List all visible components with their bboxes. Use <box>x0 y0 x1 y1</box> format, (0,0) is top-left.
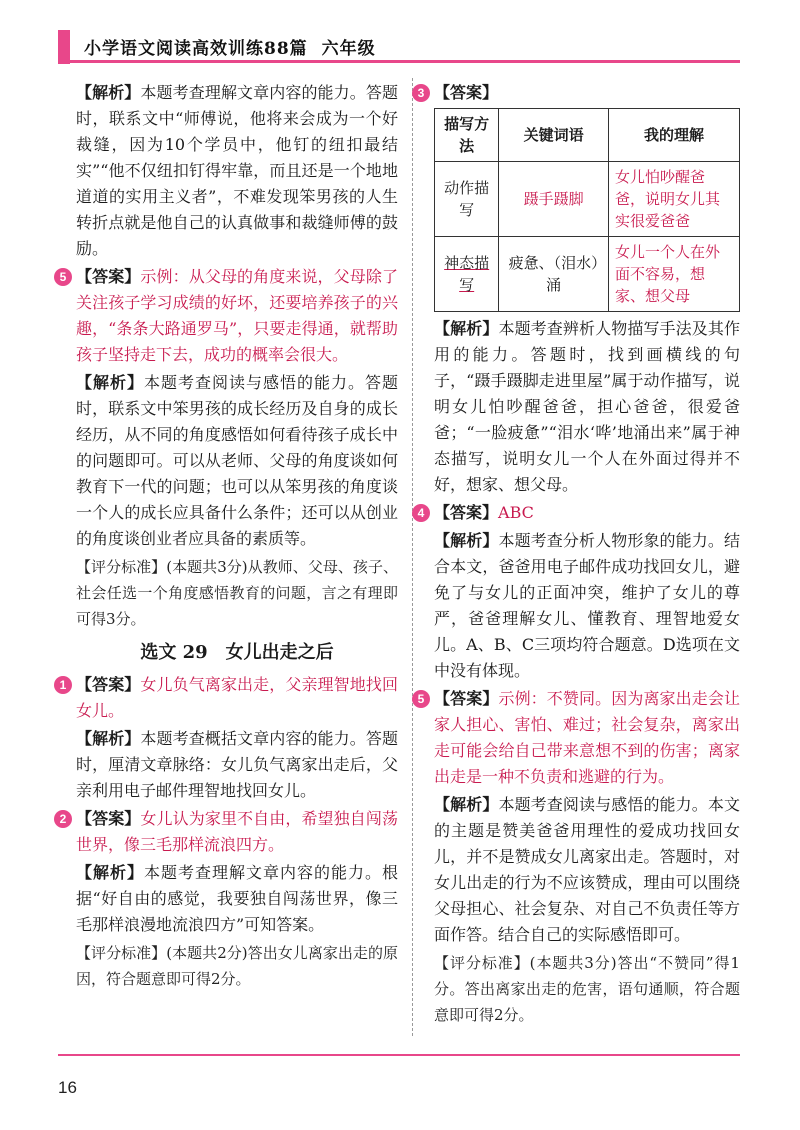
question-number-badge: 5 <box>412 690 430 708</box>
analysis-tag: 【解析】 <box>434 319 499 338</box>
header-rule <box>58 60 740 63</box>
book-title: 小学语文阅读高效训练88篇 <box>84 39 308 59</box>
analysis-tag: 【解析】 <box>76 863 144 882</box>
analysis-text: 本题考查分析人物形象的能力。结合本文，爸爸用电子邮件成功找回女儿，避免了与女儿的正面冲突，维护了女儿的尊严，爸爸理解女儿、懂教育、理智地爱女儿。A、B、C三项均符合题意。D选项在文中没有体现。 <box>434 531 740 680</box>
header-color-block <box>58 30 70 64</box>
header-title <box>84 34 376 59</box>
table-row <box>435 162 740 237</box>
answer-text: 示例：不赞同。因为离家出走会让家人担心、害怕、难过；社会复杂，离家出走可能会给自己带来意想不到的伤害；离家出走是一种不负责和逃避的行为。 <box>434 689 740 786</box>
analysis-tag: 【解析】 <box>434 531 499 550</box>
left-column <box>59 80 398 994</box>
question-number-badge: 1 <box>54 676 72 694</box>
s29-question-3-block <box>417 80 740 498</box>
answer-tag: 【答案】 <box>434 503 499 522</box>
column-divider <box>412 78 413 1036</box>
answer-text: 示例：从父母的角度来说，父母除了关注孩子学习成绩的好坏，还要培养孩子的兴趣，“条条大路通罗马”，只要走得通，就帮助孩子坚持走下去，成功的概率会很大。 <box>76 267 398 364</box>
answer-text: 女儿负气离家出走，父亲理智地找回女儿。 <box>76 675 398 720</box>
table-row <box>435 237 740 312</box>
answer-text: 女儿认为家里不自由，希望独自闯荡世界，像三毛那样流浪四方。 <box>76 809 398 854</box>
table-header-row <box>435 109 740 162</box>
question-5-block <box>59 264 398 632</box>
question-number-badge: 5 <box>54 268 72 286</box>
criteria-text: (本题共3分)答出“不赞同”得1分。答出离家出走的危害，语句通顺，符合题意即可得2分。 <box>434 954 740 1024</box>
table-cell: 女儿一个人在外面不容易，想家、想父母 <box>609 237 740 312</box>
question-number-badge: 4 <box>412 504 430 522</box>
criteria-tag: 【评分标准】 <box>76 558 167 576</box>
section-title: 选文 29 女儿出走之后 <box>140 642 334 663</box>
question-number-badge: 2 <box>54 810 72 828</box>
table-cell: 蹑手蹑脚 <box>499 162 609 237</box>
analysis-text: 本题考查概括文章内容的能力。答题时，厘清文章脉络：女儿负气离家出走后，父亲利用电子邮件理智地找回女儿。 <box>76 729 398 800</box>
answer-tag: 【答案】 <box>434 689 499 708</box>
question-number-badge: 3 <box>412 84 430 102</box>
right-column <box>417 80 740 1030</box>
analysis-tag: 【解析】 <box>76 729 141 748</box>
answer-tag: 【答案】 <box>76 809 141 828</box>
analysis-tag: 【解析】 <box>76 373 144 392</box>
s29-question-2-block <box>59 806 398 992</box>
analysis-text: 本题考查理解文章内容的能力。答题时，联系文中“师傅说，他将来会成为一个好裁缝，因为10个学员中，他钉的纽扣最结实”“他不仅纽扣钉得牢靠，而且还是一个地地道道的实用主义者”，不难发现笨男孩的人生转折点就是他自己的认真做事和裁缝师傅的鼓励。 <box>76 83 398 258</box>
table-header-cell: 关键词语 <box>499 109 609 162</box>
footer-rule <box>58 1054 740 1056</box>
criteria-tag: 【评分标准】 <box>76 944 167 962</box>
analysis-text: 本题考查理解文章内容的能力。根据“好自由的感觉，我要独自闯荡世界，像三毛那样浪漫地流浪四方”可知答案。 <box>76 863 398 934</box>
analysis-tag: 【解析】 <box>434 795 499 814</box>
analysis-tag: 【解析】 <box>76 83 141 102</box>
grade-label: 六年级 <box>321 39 376 59</box>
s29-question-4-block <box>417 500 740 684</box>
table-cell: 动作描写 <box>435 162 499 237</box>
prev-analysis-block <box>76 80 398 262</box>
s29-question-5-block <box>417 686 740 1028</box>
table-cell: 疲惫、（泪水）涌 <box>499 237 609 312</box>
answer-tag: 【答案】 <box>434 83 499 102</box>
table-header-cell: 我的理解 <box>609 109 740 162</box>
page-number: 16 <box>58 1078 77 1097</box>
analysis-text: 本题考查辨析人物描写手法及其作用的能力。答题时，找到画横线的句子，“蹑手蹑脚走进里屋”属于动作描写，说明女儿怕吵醒爸爸，担心爸爸，很爱爸爸；“一脸疲惫”“泪水‘哗’地涌出来”属于神态描写，说明女儿一个人在外面过得并不好，想家、想父母。 <box>434 319 740 494</box>
analysis-text: 本题考查阅读与感悟的能力。答题时，联系文中笨男孩的成长经历及自身的成长经历，从不同的角度感悟如何看待孩子成长中的问题即可。可以从老师、父母的角度谈如何教育下一代的问题；也可以从笨男孩的角度谈一个人的成长应具备什么条件；还可以从创业的角度谈创业者应具备的素质等。 <box>76 373 398 548</box>
criteria-text: (本题共3分)从教师、父母、孩子、社会任选一个角度感悟教育的问题，言之有理即可得3分。 <box>76 558 398 628</box>
table-cell-text: 神态描写 <box>444 254 490 294</box>
answer-text: ABC <box>498 503 534 522</box>
answer-tag: 【答案】 <box>76 267 141 286</box>
table-cell: 女儿怕吵醒爸爸，说明女儿其实很爱爸爸 <box>609 162 740 237</box>
analysis-text: 本题考查阅读与感悟的能力。本文的主题是赞美爸爸用理性的爱成功找回女儿，并不是赞成女儿离家出走。答题时，对女儿出走的行为不应该赞成，理由可以围绕父母担心、社会复杂、对自己不负责任等方面作答。结合自己的实际感悟即可。 <box>434 795 740 944</box>
table-cell <box>435 237 499 312</box>
criteria-tag: 【评分标准】 <box>434 954 530 972</box>
table-header-cell: 描写方法 <box>435 109 499 162</box>
answer-table <box>434 108 740 312</box>
s29-question-1-block <box>59 672 398 804</box>
answer-tag: 【答案】 <box>76 675 141 694</box>
criteria-text: (本题共2分)答出女儿离家出走的原因，符合题意即可得2分。 <box>76 944 398 988</box>
